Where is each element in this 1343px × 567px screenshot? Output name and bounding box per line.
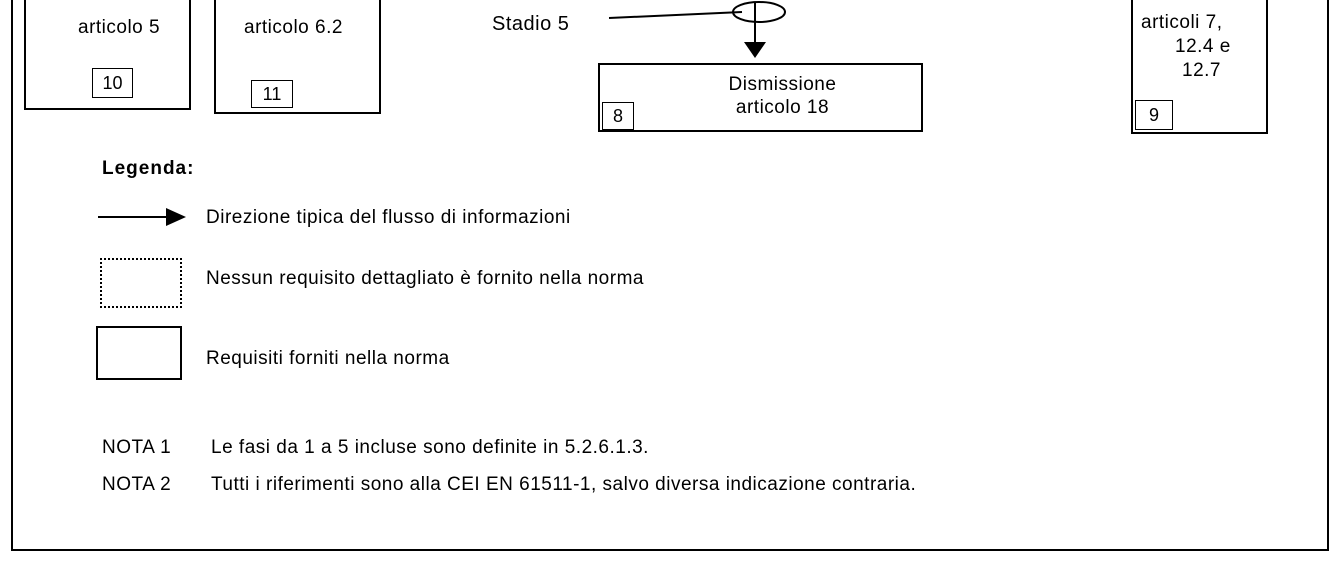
legend-title: Legenda: [102, 158, 195, 179]
note-2-label: NOTA 2 [102, 474, 172, 495]
box-dismissione [598, 63, 923, 132]
legend-dotted-box [100, 258, 182, 308]
box-articoli-7-line2: 12.4 e [1175, 36, 1231, 57]
legend-solid-text: Requisiti forniti nella norma [206, 348, 450, 369]
box-articolo-5-number: 10 [92, 68, 133, 98]
box-articolo-5-label: articolo 5 [78, 17, 161, 38]
box-dismissione-subtitle: articolo 18 [735, 97, 830, 118]
box-articolo-6-2-number: 11 [251, 80, 293, 108]
legend-solid-box [96, 326, 182, 380]
legend-arrow-text: Direzione tipica del flusso di informazioni [206, 207, 571, 228]
box-articoli-7-line1: articoli 7, [1141, 12, 1223, 33]
stage-label: Stadio 5 [492, 13, 570, 35]
note-1-text: Le fasi da 1 a 5 incluse sono definite in 5.2.6.1.3. [211, 437, 649, 458]
box-articolo-6-2-label: articolo 6.2 [244, 17, 343, 38]
box-articoli-7-number: 9 [1135, 100, 1173, 130]
box-dismissione-number: 8 [602, 102, 634, 130]
box-articoli-7-line3: 12.7 [1182, 60, 1221, 81]
note-2-text: Tutti i riferimenti sono alla CEI EN 61511-1, salvo diversa indicazione contraria. [211, 474, 917, 495]
box-dismissione-title: Dismissione [728, 74, 837, 95]
legend-dotted-text: Nessun requisito dettagliato è fornito nella norma [206, 268, 644, 289]
box-articoli-7 [1131, 0, 1268, 134]
note-1-label: NOTA 1 [102, 437, 172, 458]
